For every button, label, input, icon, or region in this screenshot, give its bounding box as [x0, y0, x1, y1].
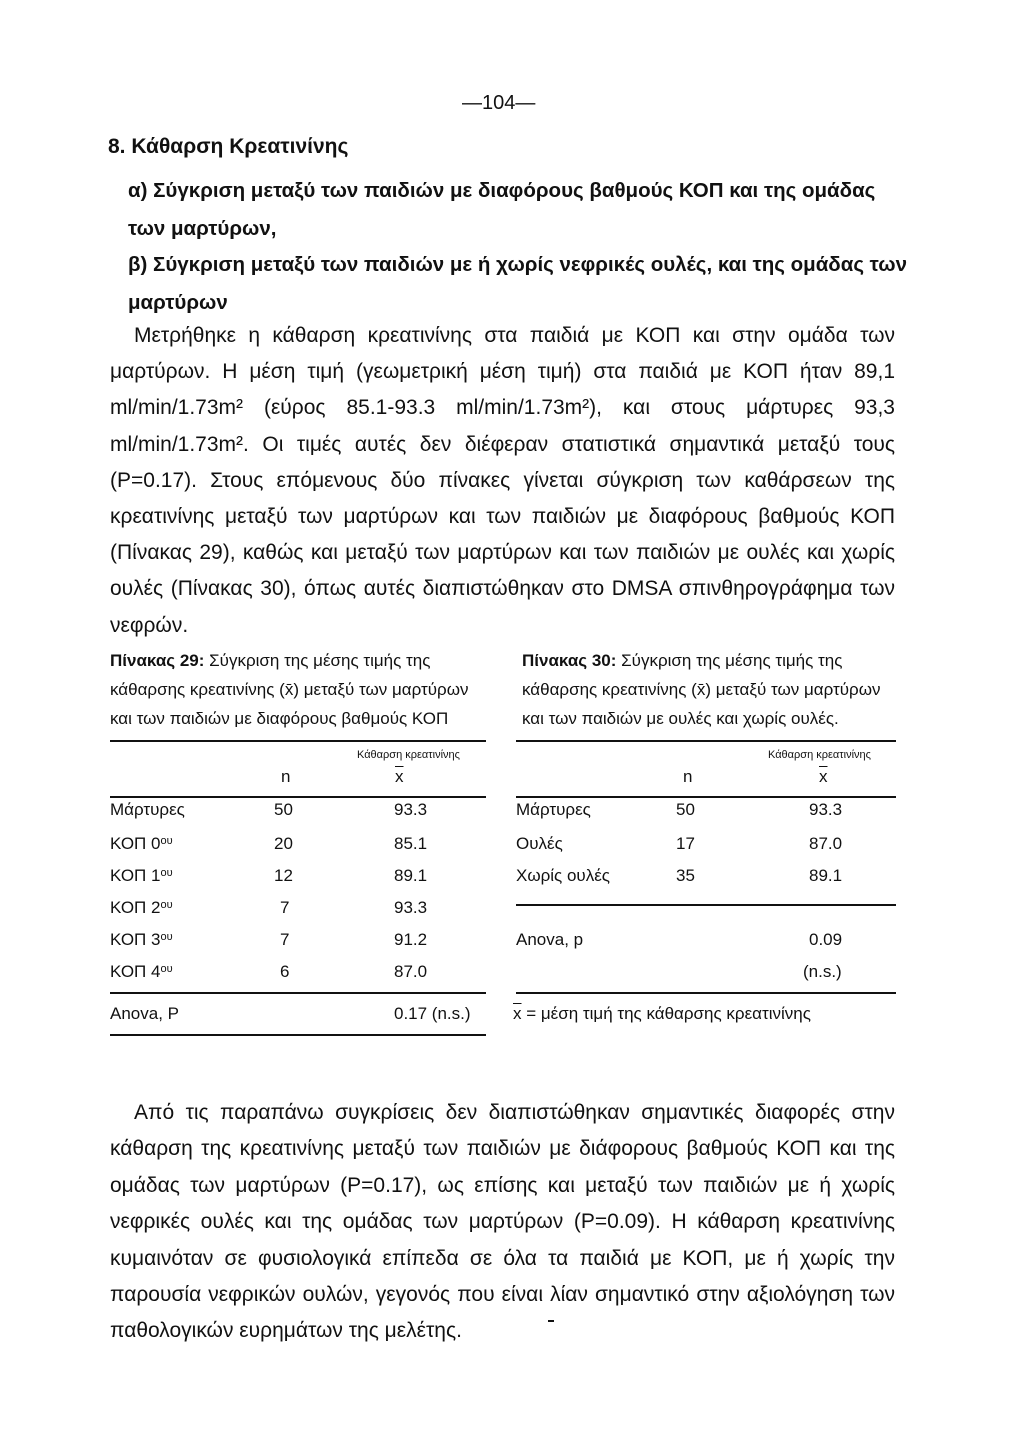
- table29-row4-x: 91.2: [394, 930, 428, 949]
- table30-row2-label: Χωρίς ουλές: [516, 866, 610, 885]
- table29-row3-label: ΚΟΠ $2^{o\upsilon}$: [110, 898, 173, 917]
- table30-caption: [522, 646, 902, 733]
- footnote-symbol: $\overline{x}$: [513, 1004, 522, 1023]
- paragraph-intro: Μετρήθηκε η κάθαρση κρεατινίνης στα παιδιά με ΚΟΠ και στην ομάδα των μαρτύρων. Η μέση τιμή (γεωμετρική μέση τιμή) στα παιδιά με ΚΟΠ ήταν 89,1 ml/min/1.73m² (εύρος 85.1-93.3 ml/min/1.73m²), και στους μάρτυρες 93,3 ml/min/1.73m². Οι τιμές αυτές δεν διέφεραν στατιστικά σημαντικά μεταξύ τους (P=0.17). Στους επόμενους δύο πίνακες γίνεται σύγκριση των καθάρσεων της κρεατινίνης μεταξύ των μαρτύρων και των παιδιών με διαφόρους βαθμούς ΚΟΠ (Πίνακας 29), καθώς και μεταξύ των μαρτύρων και των παιδιών με ουλές και χωρίς ουλές (Πίνακας 30), όπως αυτές διαπιστώθηκαν στο DMSA σπινθηρογράφημα των νεφρών.: [110, 324, 895, 637]
- table30-header-rule: [516, 796, 896, 798]
- table29-row5-x: 87.0: [394, 962, 428, 981]
- table30-row0-n: 50: [676, 800, 695, 819]
- table29-row5-n: 6: [280, 962, 290, 981]
- table29-top-rule: [110, 740, 486, 742]
- page-number: —104—: [462, 92, 536, 114]
- table29-anova-value: 0.17 (n.s.): [394, 1004, 471, 1023]
- section-item-a: α) Σύγκριση μεταξύ των παιδιών με διαφόρους βαθμούς ΚΟΠ και της ομάδας των μαρτύρων,: [128, 179, 876, 240]
- table29-row0-x: 93.3: [394, 800, 428, 819]
- table29-row5-label: ΚΟΠ $4^{o\upsilon}$: [110, 962, 173, 981]
- table29-row1-label: ΚΟΠ $0^{o\upsilon}$: [110, 834, 173, 853]
- table30-row0-x: 93.3: [809, 800, 843, 819]
- table30-row2-n: 35: [676, 866, 695, 885]
- table29-header-rule: [110, 796, 486, 798]
- table30-header-group: Κάθαρση κρεατινίνης: [768, 749, 871, 761]
- table29-row0-label: Μάρτυρες: [110, 800, 185, 819]
- table30-row1-label: Ουλές: [516, 834, 563, 853]
- table29-row3-n: 7: [280, 898, 290, 917]
- table30-caption-text: Σύγκριση της μέσης τιμής της κάθαρσης κρεατινίνης (x̄) μεταξύ των μαρτύρων και των παιδιών με ουλές και χωρίς ουλές.: [522, 651, 881, 728]
- table30-row1-x: 87.0: [809, 834, 843, 853]
- table30-row0-label: Μάρτυρες: [516, 800, 591, 819]
- section-item-b: β) Σύγκριση μεταξύ των παιδιών με ή χωρίς νεφρικές ουλές, και της ομάδας των μαρτύρων: [128, 253, 907, 314]
- table30-row2-x: 89.1: [809, 866, 843, 885]
- table30-footnote: [513, 1004, 811, 1024]
- table29-anova-rule: [110, 992, 486, 994]
- section-title: 8. Κάθαρση Κρεατινίνης: [108, 135, 349, 158]
- table30-anova-note: (n.s.): [803, 962, 842, 981]
- table29-row0-n: 50: [274, 800, 293, 819]
- table29-caption-text: Σύγκριση της μέσης τιμής της κάθαρσης κρεατινίνης (x̄) μεταξύ των μαρτύρων και των παιδιών με διαφόρους βαθμούς ΚΟΠ: [110, 651, 469, 728]
- table30-col-x: $\overline{x}$: [819, 767, 828, 786]
- table30-anova-value: 0.09: [809, 930, 843, 949]
- table29-row2-n: 12: [274, 866, 293, 885]
- table29-bottom-rule: [110, 1034, 486, 1036]
- table30-col-n: n: [683, 767, 693, 786]
- table29-col-n: n: [281, 767, 291, 786]
- table30-bottom-rule: [516, 992, 896, 994]
- table30-anova-label: Anova, p: [516, 930, 584, 949]
- table29-row1-n: 20: [274, 834, 293, 853]
- table29-row1-x: 85.1: [394, 834, 428, 853]
- table30-top-rule: [516, 740, 896, 742]
- table29-row4-label: ΚΟΠ $3^{o\upsilon}$: [110, 930, 173, 949]
- table29-row2-x: 89.1: [394, 866, 428, 885]
- table29-row3-x: 93.3: [394, 898, 428, 917]
- table30-label: Πίνακας 30:: [522, 651, 617, 670]
- table29-anova-label: Anova, P: [110, 1004, 179, 1023]
- table29-label: Πίνακας 29:: [110, 651, 205, 670]
- table29-row2-label: ΚΟΠ $1^{o\upsilon}$: [110, 866, 173, 885]
- table29-col-x: $\overline{x}$: [395, 767, 404, 786]
- footnote-text: = μέση τιμή της κάθαρσης κρεατινίνης: [521, 1004, 811, 1023]
- stray-mark: [548, 1320, 554, 1322]
- table29-caption: [110, 646, 490, 733]
- paragraph-conclusion: Από τις παραπάνω συγκρίσεις δεν διαπιστώθηκαν σημαντικές διαφορές στην κάθαρση της κρεατινίνης μεταξύ των παιδιών με διάφορους βαθμούς ΚΟΠ και της ομάδας των μαρτύρων (P=0.17), ως επίσης και μεταξύ των παιδιών με ή χωρίς νεφρικές ουλές και της ομάδας των μαρτύρων (P=0.09). Η κάθαρση κρεατινίνης κυμαινόταν σε φυσιολογικά επίπεδα σε όλα τα παιδιά με ΚΟΠ, με ή χωρίς την παρουσία νεφρικών ουλών, γεγονός που είναι λίαν σημαντικό στην αξιολόγηση των παθολογικών ευρημάτων της μελέτης.: [110, 1101, 895, 1343]
- table29-header-group: Κάθαρση κρεατινίνης: [357, 749, 460, 761]
- table30-anova-rule: [516, 904, 896, 906]
- table29-row4-n: 7: [280, 930, 290, 949]
- table30-row1-n: 17: [676, 834, 695, 853]
